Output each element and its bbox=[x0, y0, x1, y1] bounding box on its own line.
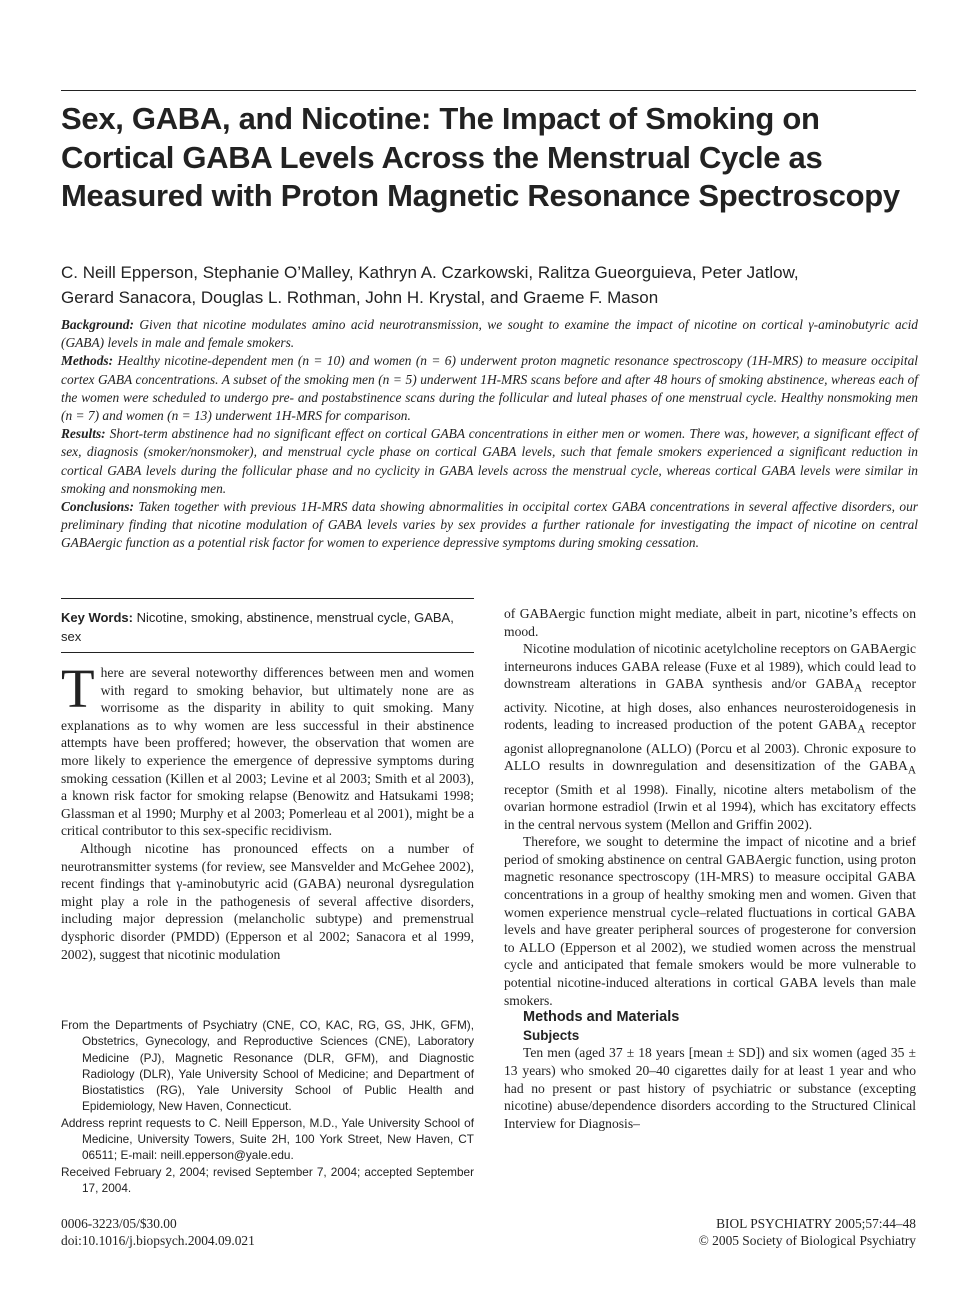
intro-paragraph-1-text: here are several noteworthy differences between men and women with regard to smoking behavior, but ultimately none are as worrisome as the disparity in ability to quit smoking. Many explanations as to why women are less successful in their abstinence attempts have been proffered; however, the observation that women are more likely to experience the emergence of depressive symptoms during smoking cessation (Killen et al 2003; Levine et al 2003; Smith et al 2003), a known risk factor for smoking relapse (Benowitz and Hatsukami 1998; Glassman et al 1990; Murphy et al 2003; Pomerleau et al 2001), might be a critical contributor to this sex-specific recidivism. bbox=[61, 665, 474, 839]
drop-cap: T bbox=[61, 658, 95, 719]
p4-part-a: Nicotine modulation of nicotinic acetylcholine receptors on GABAergic interneurons induces GABA release (Fuxe et al 1989), which could lead to downstream alterations in GABA synthesis and/or GABA bbox=[504, 641, 916, 692]
conclusions-text: Taken together with previous 1H-MRS data showing abnormalities in occipital cortex GABA concentrations in several affective disorders, our preliminary finding that nicotine modulation of GABA levels varies by sex provides a further rationale for investigating the impact of nicotine on central GABAergic function as a potential risk factor for women to experience depressive symptoms during smoking cessation. bbox=[61, 499, 918, 551]
p4-part-c: receptor agonist allopregnanolone (ALLO) (Porcu et al 2003). Chronic exposure to ALLO results in downregulation and desensitization of the GABA bbox=[504, 717, 916, 774]
author-list bbox=[61, 261, 921, 310]
affiliation-from: From the Departments of Psychiatry (CNE, CO, KAC, RG, GS, JHK, GFM), Obstetrics, Gynecology, and Reproductive Sciences (CNE), Laboratory Medicine (PJ), Magnetic Resonance (DLR, GFM), and Diagnostic Radiology (DLR), Yale University School of Medicine; and Department of Biostatistics (RG), Yale University School of Public Health and Epidemiology, New Haven, Connecticut. bbox=[61, 1018, 474, 1114]
journal-citation: BIOL PSYCHIATRY 2005;57:44–48 bbox=[716, 1216, 916, 1231]
intro-paragraph-2: Although nicotine has pronounced effects on a number of neurotransmitter systems (for review, see Mansvelder and McGehee 2002), recent findings that γ-aminobutyric acid (GABA) neuronal dysregulation might play a role in the pathogenesis of several affective disorders, including major depression (melancholic subtype) and premenstrual dysphoric disorder (PMDD) (Epperson et al 2002; Sanacora et al 1999, 2002), suggest that nicotinic modulation bbox=[61, 840, 474, 962]
results-label: Results: bbox=[61, 426, 106, 442]
body-column-right bbox=[504, 605, 916, 1132]
intro-paragraph-1 bbox=[61, 658, 474, 840]
footer-left bbox=[61, 1215, 461, 1249]
subsection-heading-subjects: Subjects bbox=[523, 1027, 580, 1043]
keywords-label: Key Words: bbox=[61, 610, 133, 625]
reprint-address: Address reprint requests to C. Neill Epperson, M.D., Yale University School of Medicine, University Towers, Suite 2H, 100 York Street, New Haven, CT 06511; E-mail: neill.epperson@yale.edu. bbox=[61, 1115, 474, 1163]
abstract-conclusions bbox=[61, 498, 918, 553]
abstract-background bbox=[61, 316, 918, 352]
results-text: Short-term abstinence had no significant effect on cortical GABA concentrations in either men or women. There was, however, a significant effect of sex, diagnosis (smoker/nonsmoker), and menstrual cycle phase on cortical GABA levels, such that female smokers experienced a significant reduction in cortical GABA levels during the follicular phase and no cyclicity in GABA levels across the menstrual cycle, whereas cortical GABA levels were similar in smoking and nonsmoking men. bbox=[61, 426, 918, 496]
conclusions-label: Conclusions: bbox=[61, 499, 134, 515]
background-label: Background: bbox=[61, 317, 134, 332]
top-rule bbox=[61, 90, 916, 91]
intro-paragraph-3: of GABAergic function might mediate, albeit in part, nicotine’s effects on mood. bbox=[504, 606, 916, 639]
intro-paragraph-4 bbox=[504, 640, 916, 833]
background-text: Given that nicotine modulates amino acid neurotransmission, we sought to examine the impact of nicotine on cortical γ-aminobutyric acid (GABA) levels in male and female smokers. bbox=[61, 317, 918, 351]
gaba-subscript: A bbox=[907, 764, 916, 777]
abstract-results bbox=[61, 425, 918, 498]
gaba-subscript: A bbox=[854, 683, 863, 696]
section-heading-methods: Methods and Materials bbox=[523, 1009, 680, 1026]
authors-line-2: Gerard Sanacora, Douglas L. Rothman, John H. Krystal, and Graeme F. Mason bbox=[61, 287, 659, 307]
gaba-subscript: A bbox=[857, 724, 866, 736]
abstract-methods bbox=[61, 352, 918, 425]
article-title: Sex, GABA, and Nicotine: The Impact of Smoking on Cortical GABA Levels Across the Menstrual Cycle as Measured with Proton Magnetic Resonance Spectroscopy bbox=[61, 101, 900, 213]
subjects-paragraph: Ten men (aged 37 ± 18 years [mean ± SD]) and six women (aged 35 ± 13 years) who smoked 20–40 cigarettes daily for at least 1 year and who had no present or past history of psychiatric or substance (excepting nicotine) abuse/dependence disorders according to the Structured Clinical Interview for Diagnosis– bbox=[504, 1045, 916, 1131]
authors-line-1: C. Neill Epperson, Stephanie O’Malley, Kathryn A. Czarkowski, Ralitza Gueorguieva, Peter Jatlow, bbox=[61, 263, 799, 282]
copyright: © 2005 Society of Biological Psychiatry bbox=[698, 1233, 916, 1248]
methods-text: Healthy nicotine-dependent men (n = 10) and women (n = 6) underwent proton magnetic resonance spectroscopy (1H-MRS) to measure occipital cortex GABA concentrations. A subset of the smoking men (n = 5) underwent 1H-MRS scans before and after 48 hours of smoking abstinence, whereas each of the women were scheduled to undergo pre- and postabstinence scans during the follicular and luteal phases of one menstrual cycle. Healthy nonsmoking men (n = 7) and women (n = 13) underwent 1H-MRS for comparison. bbox=[61, 353, 918, 424]
received-dates: Received February 2, 2004; revised September 7, 2004; accepted September 17, 2004. bbox=[61, 1164, 474, 1195]
keywords-text: Nicotine, smoking, abstinence, menstrual cycle, GABA, sex bbox=[61, 610, 454, 644]
keywords bbox=[61, 609, 474, 646]
affiliations bbox=[61, 1017, 474, 1196]
p4-part-b: receptor activity. Nicotine, at high doses, also enhances neurosteroidogenesis in rodents, leading to increased production of the potent GABA bbox=[504, 676, 916, 733]
methods-label: Methods: bbox=[61, 353, 114, 369]
footer-right bbox=[560, 1215, 916, 1249]
abstract-rule bbox=[61, 598, 474, 599]
abstract bbox=[61, 316, 918, 553]
issn-price: 0006-3223/05/$30.00 bbox=[61, 1216, 177, 1231]
p4-part-d: receptor (Smith et al 1998). Finally, nicotine alters metabolism of the ovarian hormone estradiol (Irwin et al 1994), which has excitatory effects in the central nervous system (Mellon and Griffin 2002). bbox=[504, 781, 916, 832]
keywords-rule bbox=[61, 652, 474, 653]
intro-paragraph-5: Therefore, we sought to determine the impact of nicotine and a brief period of smoking abstinence on central GABAergic function, using proton magnetic resonance spectroscopy (1H-MRS) to measure occipital GABA concentrations in a group of healthy smoking men and women. Given that women experience menstrual cycle–related fluctuations in cortical GABA levels and have greater peripheral sources of progesterone for conversion to ALLO (Epperson et al 2002), we studied women across the menstrual cycle and anticipated that female smokers would be more vulnerable to potential nicotine-induced alterations in cortical GABA levels than male smokers. bbox=[504, 834, 916, 1008]
body-column-left bbox=[61, 658, 474, 963]
doi: doi:10.1016/j.biopsych.2004.09.021 bbox=[61, 1233, 255, 1248]
